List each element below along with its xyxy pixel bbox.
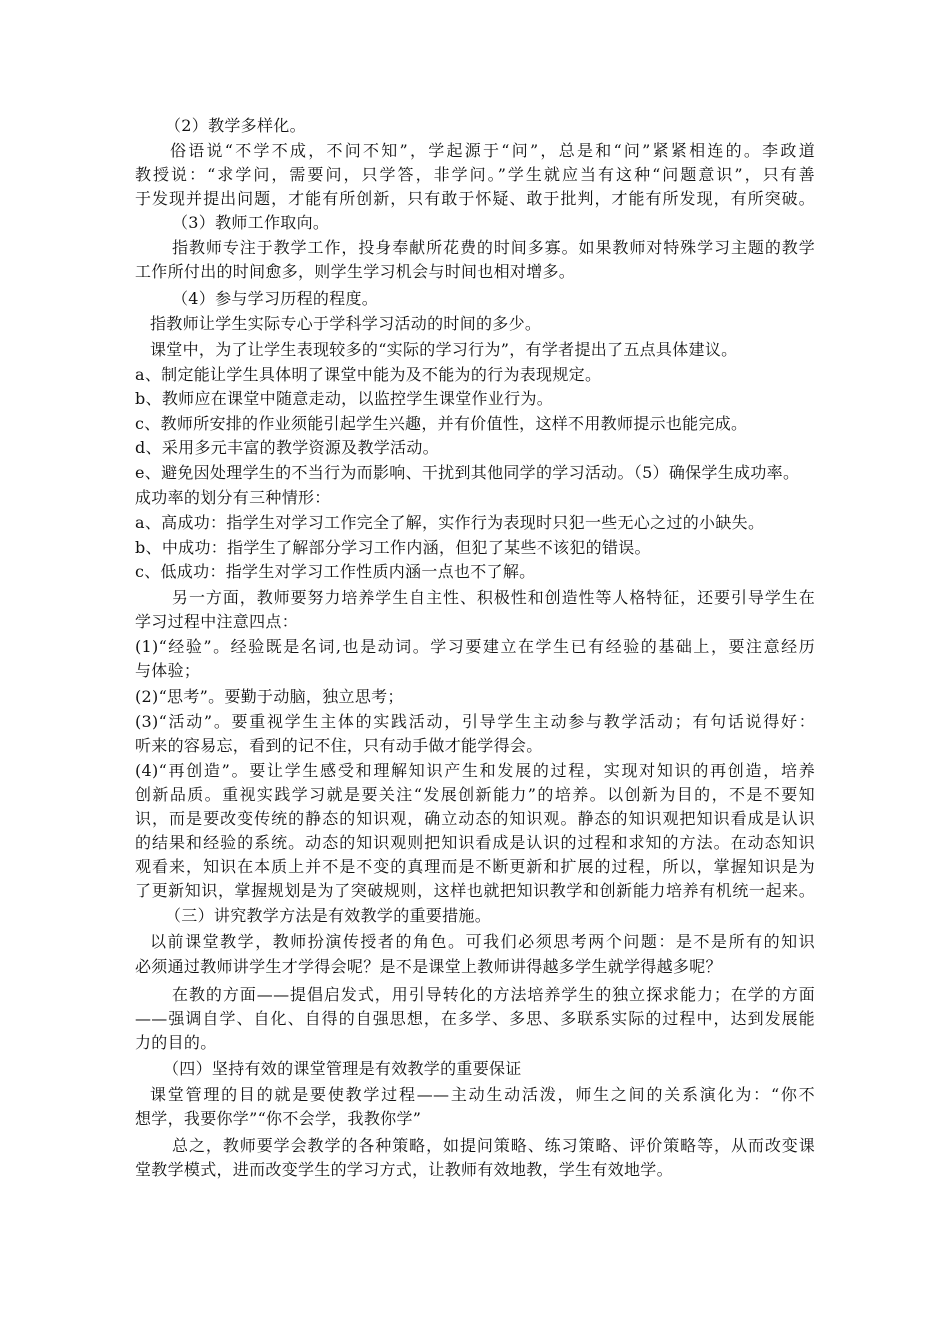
paragraph-line: 的结果和经验的系统。动态的知识观则把知识看成是认识的过程和求知的方法。在动态知识 <box>135 833 815 852</box>
paragraph-line: 总之，教师要学会教学的各种策略，如提问策略、练习策略、评价策略等，从而改变课 <box>172 1136 815 1155</box>
list-item: c、教师所安排的作业须能引起学生兴趣，并有价值性，这样不用教师提示也能完成。 <box>135 414 748 433</box>
list-item: (3)“活动”。要重视学生主体的实践活动，引导学生主动参与教学活动；有句话说得好： <box>135 712 815 731</box>
paragraph-line: 课堂中，为了让学生表现较多的“实际的学习行为”，有学者提出了五点具体建议。 <box>150 340 738 359</box>
paragraph-line: 另一方面，教师要努力培养学生自主性、积极性和创造性等人格特征，还要引导学生在 <box>172 588 815 607</box>
paragraph-line: 听来的容易忘，看到的记不住，只有动手做才能学得会。 <box>135 736 543 755</box>
paragraph-line: 学习过程中注意四点： <box>135 612 299 631</box>
paragraph-line: ——强调自学、自化、自得的自强思想，在多学、多思、多联系实际的过程中，达到发展能 <box>135 1009 815 1028</box>
list-item: (4)“再创造”。要让学生感受和理解知识产生和发展的过程，实现对知识的再创造，培养 <box>135 761 815 780</box>
heading-teaching-diversity: （2）教学多样化。 <box>165 116 306 135</box>
heading-classroom-management: （四）坚持有效的课堂管理是有效教学的重要保证 <box>163 1059 522 1078</box>
heading-teacher-orientation: （3）教师工作取向。 <box>172 213 330 232</box>
heading-teaching-methods: （三）讲究教学方法是有效教学的重要措施。 <box>165 906 492 925</box>
paragraph-line: 指教师专注于教学工作，投身奉献所花费的时间多寡。如果教师对特殊学习主题的教学 <box>172 238 815 257</box>
paragraph-line: 想学，我要你学”“你不会学，我教你学” <box>135 1109 422 1128</box>
heading-participation: （4）参与学习历程的程度。 <box>172 289 379 308</box>
list-item: b、教师应在课堂中随意走动，以监控学生课堂作业行为。 <box>135 389 554 408</box>
paragraph-line: 教授说：“求学问，需要问，只学答，非学问。”学生就应当有这种“问题意识”，只有善 <box>135 165 815 184</box>
paragraph-line: 必须通过教师讲学生才学得会呢？是不是课堂上教师讲得越多学生就学得越多呢？ <box>135 957 722 976</box>
paragraph-line: 成功率的划分有三种情形： <box>135 488 331 507</box>
paragraph-line: 俗语说“不学不成，不问不知”，学起源于“问”，总是和“问”紧紧相连的。李政道 <box>170 141 815 160</box>
paragraph-line: 工作所付出的时间愈多，则学生学习机会与时间也相对增多。 <box>135 262 576 281</box>
list-item: e、避免因处理学生的不当行为而影响、干扰到其他同学的学习活动。（5）确保学生成功率。 <box>135 463 800 482</box>
list-item: (2)“思考”。要勤于动脑，独立思考； <box>135 687 404 706</box>
paragraph-line: 了更新知识，掌握规划是为了突破规则，这样也就把知识教学和创新能力培养有机统一起来。 <box>135 881 815 900</box>
paragraph-line: 指教师让学生实际专心于学科学习活动的时间的多少。 <box>150 314 542 333</box>
paragraph-line: 力的目的。 <box>135 1033 217 1052</box>
paragraph-line: 以前课堂教学，教师扮演传授者的角色。可我们必须思考两个问题：是不是所有的知识 <box>150 932 815 951</box>
paragraph-line: 课堂管理的目的就是要使教学过程——主动生动活泼，师生之间的关系演化为：“你不 <box>150 1085 815 1104</box>
list-item: b、中成功：指学生了解部分学习工作内涵，但犯了某些不该犯的错误。 <box>135 538 651 557</box>
paragraph-line: 创新品质。重视实践学习就是要关注“发展创新能力”的培养。以创新为目的，不是不要知 <box>135 785 815 804</box>
paragraph-line: 在教的方面——提倡启发式，用引导转化的方法培养学生的独立探求能力；在学的方面 <box>172 985 815 1004</box>
list-item: c、低成功：指学生对学习工作性质内涵一点也不了解。 <box>135 562 536 581</box>
paragraph-line: 观看来，知识在本质上并不是不变的真理而是不断更新和扩展的过程，所以，掌握知识是为 <box>135 857 815 876</box>
list-item: d、采用多元丰富的教学资源及教学活动。 <box>135 438 439 457</box>
paragraph-line: 与体验； <box>135 661 201 680</box>
paragraph-line: 于发现并提出问题，才能有所创新，只有敢于怀疑、敢于批判，才能有所发现，有所突破。 <box>135 189 815 208</box>
list-item: a、制定能让学生具体明了课堂中能为及不能为的行为表现规定。 <box>135 365 602 384</box>
paragraph-line: 识，而是要改变传统的静态的知识观，确立动态的知识观。静态的知识观把知识看成是认识 <box>135 809 815 828</box>
list-item: (1)“经验”。经验既是名词,也是动词。学习要建立在学生已有经验的基础上，要注意经历 <box>135 637 815 656</box>
paragraph-line: 堂教学模式，进而改变学生的学习方式，让教师有效地教，学生有效地学。 <box>135 1160 673 1179</box>
list-item: a、高成功：指学生对学习工作完全了解，实作行为表现时只犯一些无心之过的小缺失。 <box>135 513 765 532</box>
